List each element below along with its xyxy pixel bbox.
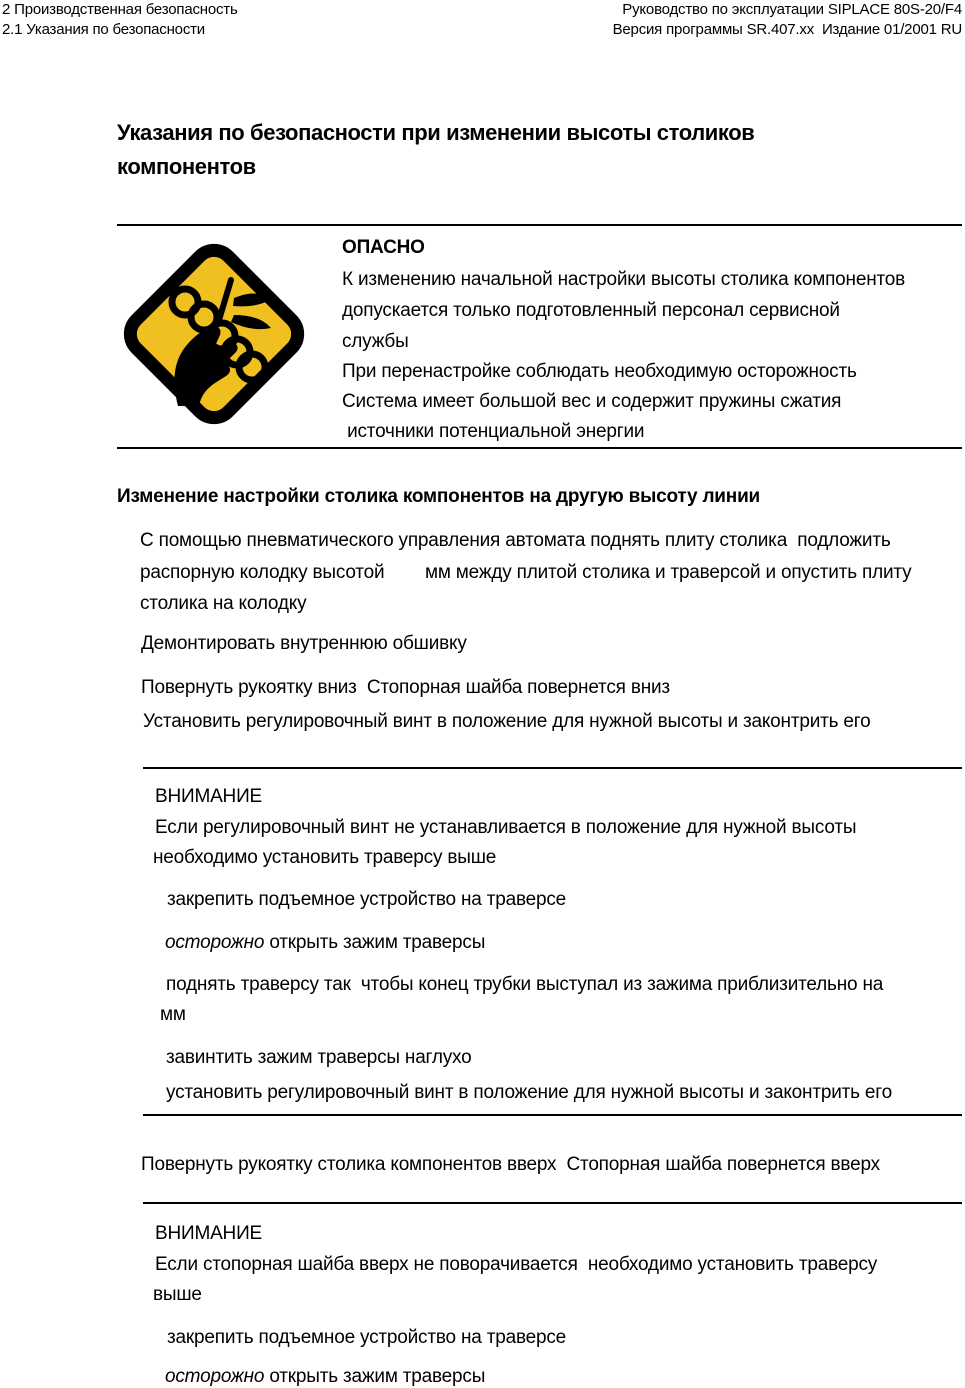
notice2-subitem bbox=[165, 1366, 485, 1388]
header-chapter: 2 Производственная безопасность bbox=[2, 1, 238, 18]
paragraph-line: С помощью пневматического управления автомата поднять плиту столика подложить bbox=[140, 530, 891, 551]
step-turn-handle-down: Повернуть рукоятку вниз Стопорная шайба повернется вниз bbox=[141, 677, 670, 698]
danger-line: источники потенциальной энергии bbox=[342, 421, 645, 442]
notice1-subitem: закрепить подъемное устройство на траверсе bbox=[167, 889, 567, 910]
step-dismantle-cover: Демонтировать внутреннюю обшивку bbox=[141, 633, 467, 654]
notice1-title: ВНИМАНИЕ bbox=[155, 786, 263, 807]
paragraph-line: столика на колодку bbox=[140, 593, 307, 614]
divider-notice1-top bbox=[143, 767, 962, 769]
danger-line: службы bbox=[342, 331, 409, 352]
divider-danger-bottom bbox=[117, 447, 962, 449]
page-title-line-1: Указания по безопасности при изменении высоты столиков bbox=[117, 120, 755, 145]
notice2-subitem: закрепить подъемное устройство на траверсе bbox=[167, 1327, 567, 1348]
notice1-subitem: завинтить зажим траверсы наглухо bbox=[166, 1047, 472, 1068]
notice2-line: Если стопорная шайба вверх не поворачивается необходимо установить траверсу bbox=[155, 1254, 878, 1275]
notice1-subitem-rest: открыть зажим траверсы bbox=[264, 932, 486, 953]
notice2-subitem-rest: открыть зажим траверсы bbox=[264, 1366, 486, 1387]
notice1-subitem bbox=[165, 932, 485, 954]
notice1-subitem-italic: осторожно bbox=[165, 932, 265, 953]
danger-line: Система имеет большой вес и содержит пружины сжатия bbox=[342, 391, 842, 412]
notice1-subitem: поднять траверсу так чтобы конец трубки выступал из зажима приблизительно на bbox=[166, 974, 884, 995]
pinch-hazard-icon bbox=[118, 240, 310, 428]
notice1-line: необходимо установить траверсу выше bbox=[153, 847, 497, 868]
notice1-line: Если регулировочный винт не устанавливается в положение для нужной высоты bbox=[155, 817, 857, 838]
header-section: 2.1 Указания по безопасности bbox=[2, 21, 205, 38]
divider-danger-top bbox=[117, 224, 962, 226]
page-title-line-2: компонентов bbox=[117, 154, 256, 179]
danger-line: К изменению начальной настройки высоты столика компонентов bbox=[342, 269, 906, 290]
header-version: Версия программы SR.407.xx Издание 01/2001 RU bbox=[612, 21, 962, 38]
notice1-subitem: мм bbox=[160, 1004, 186, 1025]
header-manual-title: Руководство по эксплуатации SIPLACE 80S-20/F4 bbox=[622, 1, 962, 18]
notice2-line: выше bbox=[153, 1284, 202, 1305]
notice2-subitem-italic: осторожно bbox=[165, 1366, 265, 1387]
step-set-adjusting-screw: Установить регулировочный винт в положение для нужной высоты и законтрить его bbox=[143, 711, 871, 732]
divider-notice1-bottom bbox=[143, 1114, 962, 1116]
notice2-title: ВНИМАНИЕ bbox=[155, 1223, 263, 1244]
danger-severity: ОПАСНО bbox=[342, 237, 425, 258]
danger-line: При перенастройке соблюдать необходимую осторожность bbox=[342, 361, 857, 382]
divider-notice2-top bbox=[143, 1202, 962, 1204]
step-turn-handle-up: Повернуть рукоятку столика компонентов вверх Стопорная шайба повернется вверх bbox=[141, 1154, 880, 1175]
paragraph-line: распорную колодку высотой мм между плитой столика и траверсой и опустить плиту bbox=[140, 562, 912, 583]
notice1-subitem: установить регулировочный винт в положение для нужной высоты и законтрить его bbox=[166, 1082, 892, 1103]
section-heading: Изменение настройки столика компонентов на другую высоту линии bbox=[117, 486, 761, 507]
danger-line: допускается только подготовленный персонал сервисной bbox=[342, 300, 840, 321]
